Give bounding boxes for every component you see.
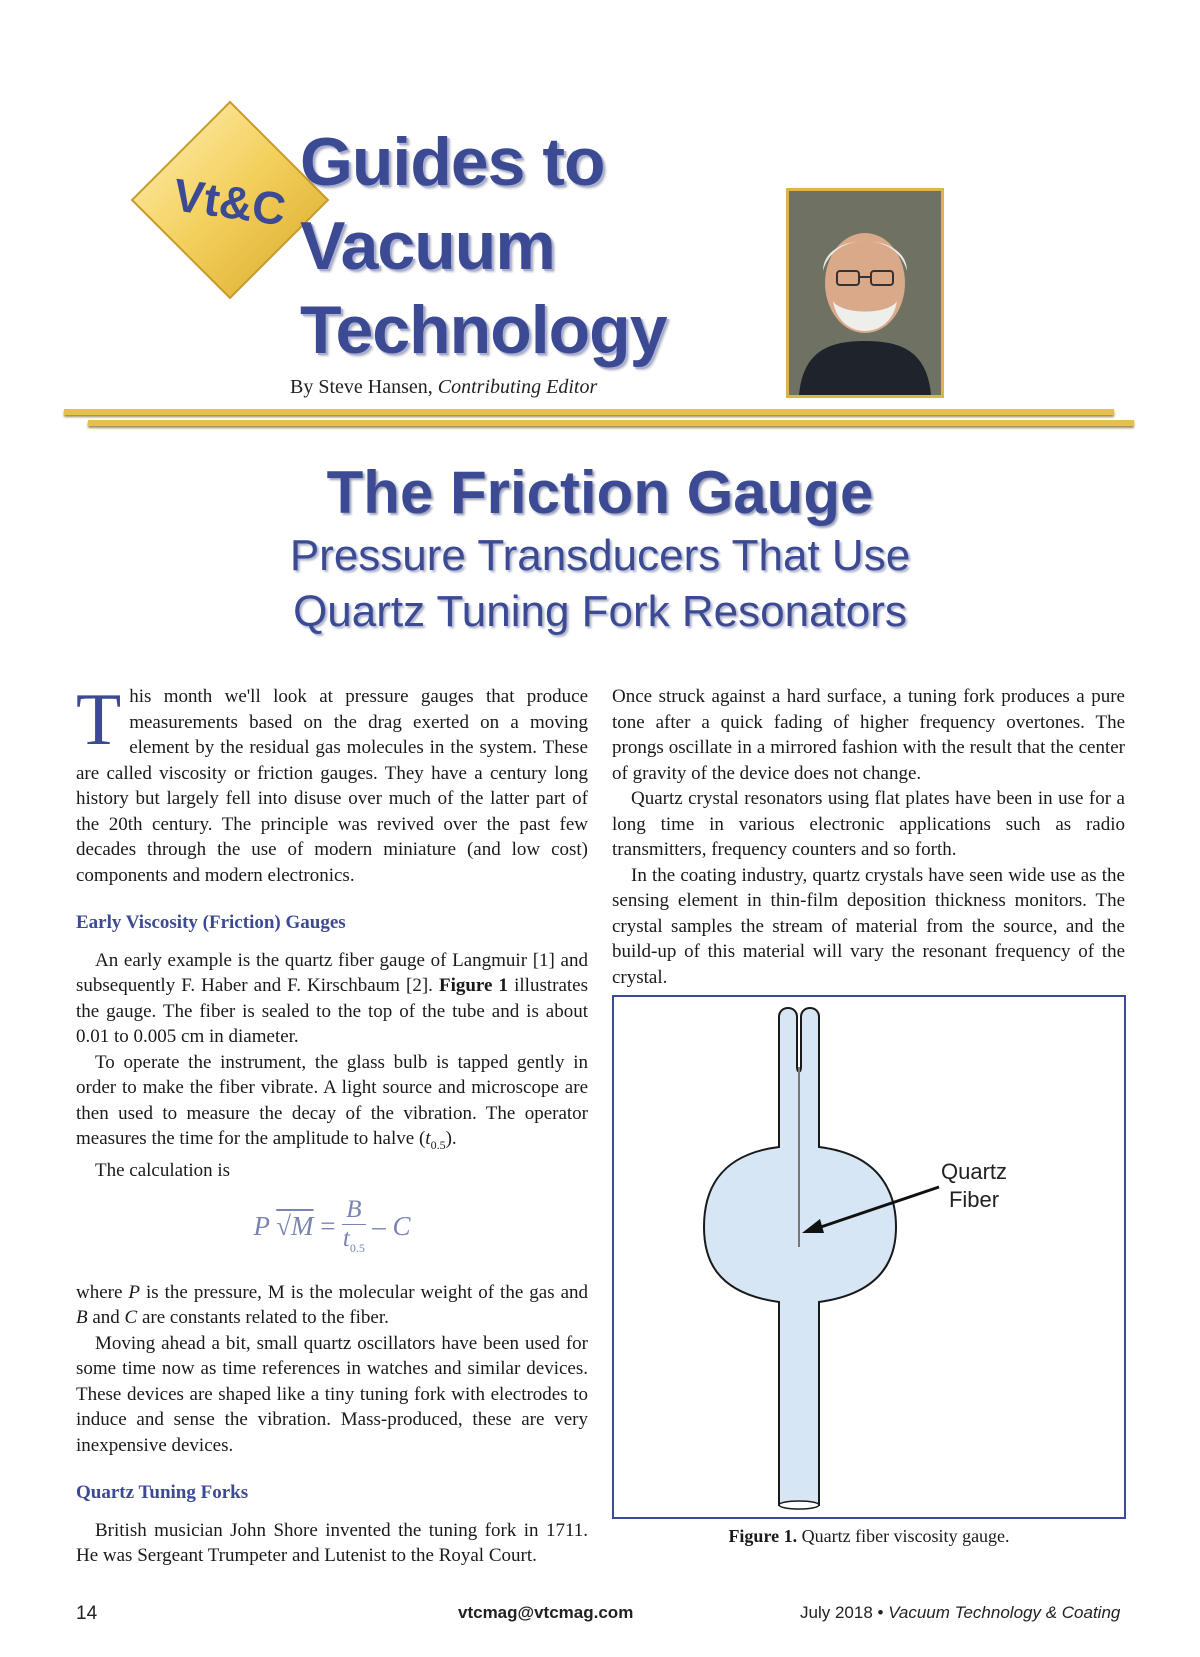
section-heading-tuning-forks: Quartz Tuning Forks bbox=[76, 1482, 249, 1504]
drop-cap: T bbox=[76, 679, 122, 761]
tube-end bbox=[779, 1501, 819, 1509]
subtitle-line-1: Pressure Transducers That Use bbox=[289, 531, 911, 580]
header-rule-bottom bbox=[88, 420, 1134, 426]
figure-caption bbox=[612, 1526, 1126, 1547]
logo-text: Vt&C bbox=[170, 168, 290, 236]
paragraph: Moving ahead a bit, small quartz oscillators have been used for some time now as time references in watches and similar devices. These devices are shaped like a tiny tuning fork with electrodes to induce and sense the vibration. Mass-produced, these are very inexpensive devices. bbox=[76, 1332, 588, 1456]
footer-email: vtcmag@vtcmag.com bbox=[458, 1603, 634, 1622]
section-heading-early-gauges: Early Viscosity (Friction) Gauges bbox=[76, 912, 346, 933]
paragraph: British musician John Shore invented the tuning fork in 1711. He was Sergeant Trumpeter and Lutenist to the Royal Court. bbox=[76, 1519, 588, 1567]
article-title: The Friction Gauge bbox=[326, 459, 874, 526]
paragraph: The calculation is bbox=[95, 1160, 231, 1182]
column-title-line-3: Technology bbox=[300, 292, 667, 368]
equation: P √M = $\frac{B}{t_{0.5}}$ – C bbox=[253, 1195, 411, 1255]
paragraph: where P is the pressure, M is the molecular weight of the gas and B and C are constants related to the fiber. bbox=[76, 1281, 588, 1329]
figure-caption-text: Quartz fiber viscosity gauge. bbox=[801, 1526, 1010, 1546]
paragraph: Once struck against a hard surface, a tuning fork produces a pure tone after a quick fading of higher frequency overtones. The prongs oscillate in a mirrored fashion with the result that the center of gravity of the device does not change. bbox=[612, 686, 1125, 784]
column-title bbox=[300, 120, 760, 372]
figure-reference: Figure 1 bbox=[438, 975, 509, 996]
fiber-label-line-1: Quartz bbox=[940, 1159, 1008, 1184]
footer-issue bbox=[800, 1603, 1120, 1623]
figure-1 bbox=[612, 995, 1126, 1519]
column-title-line-2: Vacuum bbox=[300, 208, 555, 284]
paragraph: Quartz crystal resonators using flat plates have been in use for a long time in various electronic applications such as radio transmitters, frequency counters and so forth. bbox=[612, 788, 1125, 860]
page-number: 14 bbox=[76, 1603, 98, 1624]
right-column bbox=[612, 684, 1125, 990]
footer-magazine: Vacuum Technology & Coating bbox=[888, 1603, 1121, 1622]
article-subtitle bbox=[0, 528, 1200, 640]
author-photo bbox=[786, 188, 944, 398]
left-column bbox=[76, 679, 588, 1569]
subtitle-line-2: Quartz Tuning Fork Resonators bbox=[293, 587, 907, 636]
byline-role: Contributing Editor bbox=[437, 376, 598, 398]
paragraph: In the coating industry, quartz crystals have seen wide use as the sensing element in thin-film deposition thickness monitors. The crystal samples the stream of material from the source, and the build-up of this material will vary the resonant frequency of the crystal. bbox=[612, 864, 1125, 988]
footer-date: July 2018 • bbox=[800, 1603, 884, 1622]
paragraph: To operate the instrument, the glass bulb is tapped gently in order to make the fiber vibrate. A light source and microscope are then used to measure the decay of the vibration. The operator measures the time for the amplitude to halve $(t_{0.5})$. bbox=[76, 1051, 588, 1152]
header-rule-top bbox=[64, 409, 1114, 415]
paragraph: An early example is the quartz fiber gauge of Langmuir [1] and subsequently F. Haber and F. Kirschbaum [2]. Figure 1 illustrates the gauge. The fiber is sealed to the top of the tube and is about 0.01 to 0.005 cm in diameter. bbox=[76, 949, 588, 1047]
figure-caption-number: Figure 1. bbox=[728, 1526, 798, 1546]
fiber-label-line-2: Fiber bbox=[948, 1187, 1000, 1212]
quartz-fiber-gauge-diagram bbox=[614, 997, 1124, 1517]
byline-author: By Steve Hansen, bbox=[290, 376, 433, 398]
byline bbox=[290, 376, 597, 399]
intro-paragraph: This month we'll look at pressure gauges that produce measurements based on the drag exerted on a moving element by the residual gas molecules in the system. These are called viscosity or friction gauges. They have a century long history but largely fell into disuse over much of the latter part of the 20th century. The principle was revived over the past few decades through the use of modern miniature (and low cost) components and modern electronics. bbox=[76, 679, 588, 886]
column-title-line-1: Guides to bbox=[300, 124, 605, 200]
